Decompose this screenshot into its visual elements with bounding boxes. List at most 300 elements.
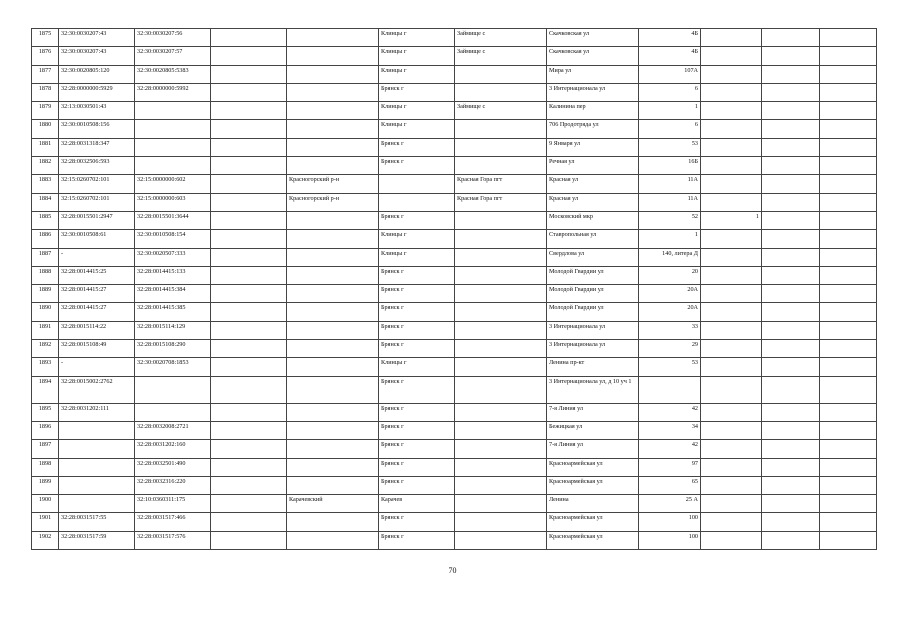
table-row [32, 266, 877, 284]
cell-extra-3 [820, 403, 877, 421]
cell-district [287, 120, 379, 138]
table-row [32, 476, 877, 494]
cell-settlement [455, 531, 547, 549]
cell-cadastral-parcel: 32:13:0030501:43 [59, 102, 135, 120]
cell-city: Клинцы г [379, 102, 455, 120]
cell-city: Клинцы г [379, 65, 455, 83]
cell-cadastral-object: 32:28:0015501:3644 [135, 211, 211, 229]
cell-extra-3 [820, 266, 877, 284]
cell-district [287, 83, 379, 101]
cell-extra-2 [762, 458, 820, 476]
cell-extra-1 [701, 531, 762, 549]
cell-street: Мира ул [547, 65, 639, 83]
cell-district [287, 531, 379, 549]
cell-blank [211, 47, 287, 65]
cell-extra-3 [820, 495, 877, 513]
cell-extra-3 [820, 248, 877, 266]
cell-extra-3 [820, 211, 877, 229]
cell-house: 6 [639, 83, 701, 101]
cell-settlement [455, 513, 547, 531]
registry-table [31, 28, 877, 550]
cell-house: 25 А [639, 495, 701, 513]
cell-settlement: Займище с [455, 29, 547, 47]
cell-district: Красногорский р-н [287, 193, 379, 211]
cell-extra-1 [701, 403, 762, 421]
cell-cadastral-object: 32:28:0031202:160 [135, 440, 211, 458]
cell-number: 1886 [32, 230, 59, 248]
cell-extra-1 [701, 495, 762, 513]
cell-extra-1 [701, 47, 762, 65]
cell-city: Клинцы г [379, 29, 455, 47]
cell-city: Брянск г [379, 321, 455, 339]
cell-street: Молодой Гвардии ул [547, 266, 639, 284]
cell-city [379, 175, 455, 193]
cell-extra-1 [701, 421, 762, 439]
cell-blank [211, 83, 287, 101]
cell-district [287, 157, 379, 175]
cell-street: 706 Продотряда ул [547, 120, 639, 138]
table-row [32, 321, 877, 339]
cell-blank [211, 175, 287, 193]
cell-blank [211, 376, 287, 403]
cell-number: 1884 [32, 193, 59, 211]
cell-city: Брянск г [379, 340, 455, 358]
table-row [32, 513, 877, 531]
cell-number: 1882 [32, 157, 59, 175]
cell-district [287, 476, 379, 494]
cell-cadastral-parcel: 32:28:0015501:2947 [59, 211, 135, 229]
cell-extra-2 [762, 120, 820, 138]
cell-city: Брянск г [379, 531, 455, 549]
cell-settlement [455, 83, 547, 101]
table-row [32, 303, 877, 321]
cell-house [639, 376, 701, 403]
cell-settlement [455, 376, 547, 403]
cell-cadastral-parcel: - [59, 248, 135, 266]
cell-street: Скачковская ул [547, 47, 639, 65]
cell-district [287, 440, 379, 458]
cell-settlement [455, 285, 547, 303]
cell-cadastral-parcel: 32:28:0031202:111 [59, 403, 135, 421]
cell-extra-3 [820, 120, 877, 138]
cell-settlement: Займище с [455, 102, 547, 120]
cell-district [287, 102, 379, 120]
cell-extra-3 [820, 230, 877, 248]
cell-street: 3 Интернационала ул [547, 321, 639, 339]
cell-extra-2 [762, 376, 820, 403]
cell-cadastral-object: 32:30:0010508:154 [135, 230, 211, 248]
cell-city: Брянск г [379, 83, 455, 101]
cell-number: 1880 [32, 120, 59, 138]
cell-extra-2 [762, 513, 820, 531]
table-row [32, 157, 877, 175]
cell-extra-1 [701, 248, 762, 266]
cell-city: Брянск г [379, 285, 455, 303]
cell-district [287, 138, 379, 156]
cell-extra-3 [820, 513, 877, 531]
cell-cadastral-object: 32:28:0014415:384 [135, 285, 211, 303]
cell-number: 1898 [32, 458, 59, 476]
cell-street: Калинина пер [547, 102, 639, 120]
cell-settlement [455, 321, 547, 339]
table-row [32, 340, 877, 358]
cell-cadastral-object: 32:28:0015114:129 [135, 321, 211, 339]
cell-settlement [455, 421, 547, 439]
cell-city: Брянск г [379, 421, 455, 439]
cell-extra-3 [820, 29, 877, 47]
cell-number: 1883 [32, 175, 59, 193]
cell-settlement [455, 303, 547, 321]
cell-street: 3 Интернационала ул, д 10 уч 1 [547, 376, 639, 403]
cell-settlement [455, 138, 547, 156]
cell-street: 7-я Линия ул [547, 403, 639, 421]
cell-district [287, 358, 379, 376]
cell-extra-1 [701, 303, 762, 321]
cell-cadastral-parcel: 32:15:0260702:101 [59, 175, 135, 193]
cell-city: Карачев [379, 495, 455, 513]
cell-city: Брянск г [379, 211, 455, 229]
cell-house: 107А [639, 65, 701, 83]
cell-cadastral-parcel: 32:30:0010508:156 [59, 120, 135, 138]
cell-street: Свердлова ул [547, 248, 639, 266]
cell-city: Брянск г [379, 303, 455, 321]
cell-cadastral-object [135, 403, 211, 421]
cell-cadastral-object: 32:28:0032008:2721 [135, 421, 211, 439]
cell-cadastral-object [135, 376, 211, 403]
cell-blank [211, 403, 287, 421]
cell-street: Красная ул [547, 193, 639, 211]
cell-number: 1902 [32, 531, 59, 549]
cell-cadastral-object: 32:15:0000000:603 [135, 193, 211, 211]
cell-extra-2 [762, 285, 820, 303]
cell-blank [211, 65, 287, 83]
cell-settlement [455, 230, 547, 248]
cell-cadastral-parcel: 32:15:0260702:101 [59, 193, 135, 211]
cell-settlement [455, 403, 547, 421]
cell-extra-3 [820, 193, 877, 211]
cell-settlement [455, 248, 547, 266]
cell-settlement: Красная Гора пгт [455, 175, 547, 193]
cell-district: Красногорский р-н [287, 175, 379, 193]
cell-street: Красноармейская ул [547, 513, 639, 531]
cell-district [287, 376, 379, 403]
cell-extra-2 [762, 531, 820, 549]
cell-extra-2 [762, 138, 820, 156]
cell-blank [211, 440, 287, 458]
cell-house: 29 [639, 340, 701, 358]
cell-cadastral-parcel [59, 476, 135, 494]
cell-number: 1881 [32, 138, 59, 156]
cell-extra-3 [820, 458, 877, 476]
cell-blank [211, 340, 287, 358]
cell-city: Брянск г [379, 403, 455, 421]
cell-street: 7-я Линия ул [547, 440, 639, 458]
cell-settlement: Займище с [455, 47, 547, 65]
cell-extra-2 [762, 47, 820, 65]
cell-settlement [455, 440, 547, 458]
cell-extra-1 [701, 458, 762, 476]
cell-street: Красноармейская ул [547, 476, 639, 494]
cell-settlement [455, 340, 547, 358]
cell-extra-1 [701, 321, 762, 339]
table-row [32, 138, 877, 156]
cell-extra-3 [820, 285, 877, 303]
cell-house: 42 [639, 440, 701, 458]
table-row [32, 285, 877, 303]
cell-district [287, 266, 379, 284]
cell-cadastral-parcel: 32:28:0014415:27 [59, 303, 135, 321]
cell-house: 33 [639, 321, 701, 339]
cell-city: Клинцы г [379, 120, 455, 138]
table-row [32, 175, 877, 193]
cell-settlement [455, 266, 547, 284]
cell-cadastral-object: 32:30:0020708:1853 [135, 358, 211, 376]
cell-cadastral-object: 32:28:0031517:576 [135, 531, 211, 549]
cell-cadastral-object: 32:30:0020805:5383 [135, 65, 211, 83]
table-row [32, 376, 877, 403]
cell-extra-3 [820, 476, 877, 494]
cell-extra-1 [701, 440, 762, 458]
cell-house: 20 [639, 266, 701, 284]
cell-street: Бежицкая ул [547, 421, 639, 439]
cell-cadastral-object: 32:28:0031517:466 [135, 513, 211, 531]
table-row [32, 120, 877, 138]
cell-street: Московский мкр [547, 211, 639, 229]
cell-blank [211, 476, 287, 494]
cell-settlement [455, 120, 547, 138]
cell-house: 1 [639, 230, 701, 248]
cell-street: Красная ул [547, 175, 639, 193]
cell-extra-3 [820, 83, 877, 101]
cell-extra-1 [701, 340, 762, 358]
cell-extra-2 [762, 403, 820, 421]
cell-number: 1889 [32, 285, 59, 303]
cell-extra-3 [820, 531, 877, 549]
cell-district [287, 248, 379, 266]
cell-cadastral-object: 32:28:0015108:290 [135, 340, 211, 358]
cell-city [379, 193, 455, 211]
cell-extra-3 [820, 358, 877, 376]
cell-cadastral-object [135, 157, 211, 175]
cell-extra-2 [762, 495, 820, 513]
cell-blank [211, 266, 287, 284]
cell-city: Брянск г [379, 138, 455, 156]
cell-city: Клинцы г [379, 248, 455, 266]
cell-house: 53 [639, 138, 701, 156]
cell-street: Ленина пр-кт [547, 358, 639, 376]
cell-extra-2 [762, 358, 820, 376]
cell-extra-1 [701, 120, 762, 138]
table-row [32, 421, 877, 439]
cell-cadastral-parcel [59, 458, 135, 476]
cell-blank [211, 303, 287, 321]
cell-cadastral-parcel: 32:28:0032506:593 [59, 157, 135, 175]
table-row [32, 211, 877, 229]
cell-cadastral-object: 32:28:0000000:5992 [135, 83, 211, 101]
cell-city: Клинцы г [379, 230, 455, 248]
cell-street: Речная ул [547, 157, 639, 175]
cell-number: 1875 [32, 29, 59, 47]
cell-blank [211, 193, 287, 211]
cell-blank [211, 321, 287, 339]
cell-district [287, 285, 379, 303]
cell-district [287, 513, 379, 531]
cell-cadastral-parcel: 32:28:0015114:22 [59, 321, 135, 339]
cell-cadastral-parcel: 32:28:0000000:5929 [59, 83, 135, 101]
cell-extra-1 [701, 175, 762, 193]
cell-city: Брянск г [379, 376, 455, 403]
cell-cadastral-parcel: 32:30:0030207:43 [59, 47, 135, 65]
cell-district [287, 421, 379, 439]
cell-street: Красноармейская ул [547, 531, 639, 549]
cell-house: 4Б [639, 29, 701, 47]
cell-house: 52 [639, 211, 701, 229]
cell-street: Ленина [547, 495, 639, 513]
cell-settlement [455, 358, 547, 376]
cell-house: 100 [639, 513, 701, 531]
cell-extra-2 [762, 83, 820, 101]
cell-blank [211, 285, 287, 303]
document-sheet [31, 28, 876, 550]
table-body [32, 29, 877, 550]
cell-settlement: Красная Гора пгт [455, 193, 547, 211]
cell-cadastral-object [135, 102, 211, 120]
cell-house: 140, литера Д [639, 248, 701, 266]
cell-number: 1897 [32, 440, 59, 458]
cell-extra-2 [762, 321, 820, 339]
cell-blank [211, 120, 287, 138]
cell-city: Брянск г [379, 458, 455, 476]
cell-district: Карачевский [287, 495, 379, 513]
cell-street: 9 Января ул [547, 138, 639, 156]
cell-blank [211, 29, 287, 47]
table-row [32, 458, 877, 476]
cell-blank [211, 102, 287, 120]
cell-street: Скачковская ул [547, 29, 639, 47]
cell-extra-3 [820, 138, 877, 156]
cell-extra-2 [762, 440, 820, 458]
cell-extra-1 [701, 476, 762, 494]
cell-extra-3 [820, 303, 877, 321]
cell-cadastral-parcel [59, 495, 135, 513]
cell-house: 42 [639, 403, 701, 421]
table-row [32, 29, 877, 47]
cell-number: 1885 [32, 211, 59, 229]
cell-city: Брянск г [379, 476, 455, 494]
cell-extra-3 [820, 340, 877, 358]
cell-cadastral-parcel: 32:30:0030207:43 [59, 29, 135, 47]
cell-cadastral-object: 32:10:0360311:175 [135, 495, 211, 513]
cell-settlement [455, 476, 547, 494]
cell-cadastral-object: 32:28:0032501:490 [135, 458, 211, 476]
cell-number: 1900 [32, 495, 59, 513]
cell-cadastral-object: 32:28:0014415:385 [135, 303, 211, 321]
cell-house: 97 [639, 458, 701, 476]
cell-city: Брянск г [379, 440, 455, 458]
cell-city: Клинцы г [379, 47, 455, 65]
cell-extra-1 [701, 29, 762, 47]
cell-number: 1901 [32, 513, 59, 531]
cell-extra-2 [762, 303, 820, 321]
cell-blank [211, 531, 287, 549]
table-row [32, 47, 877, 65]
cell-district [287, 47, 379, 65]
cell-extra-2 [762, 340, 820, 358]
cell-cadastral-object: 32:30:0030207:57 [135, 47, 211, 65]
cell-extra-3 [820, 102, 877, 120]
table-row [32, 102, 877, 120]
cell-extra-2 [762, 193, 820, 211]
cell-extra-1 [701, 102, 762, 120]
cell-extra-3 [820, 47, 877, 65]
cell-extra-1 [701, 83, 762, 101]
cell-blank [211, 513, 287, 531]
cell-extra-1: 1 [701, 211, 762, 229]
cell-blank [211, 421, 287, 439]
table-row [32, 495, 877, 513]
cell-number: 1878 [32, 83, 59, 101]
cell-house: 6 [639, 120, 701, 138]
cell-district [287, 458, 379, 476]
cell-blank [211, 495, 287, 513]
cell-extra-1 [701, 358, 762, 376]
cell-house: 11А [639, 175, 701, 193]
cell-cadastral-parcel: 32:28:0014415:25 [59, 266, 135, 284]
cell-extra-2 [762, 157, 820, 175]
cell-number: 1888 [32, 266, 59, 284]
cell-cadastral-parcel [59, 440, 135, 458]
cell-extra-2 [762, 421, 820, 439]
cell-blank [211, 458, 287, 476]
cell-cadastral-parcel: 32:28:0031517:59 [59, 531, 135, 549]
cell-cadastral-parcel: 32:28:0014415:27 [59, 285, 135, 303]
table-row [32, 440, 877, 458]
cell-extra-2 [762, 230, 820, 248]
cell-extra-2 [762, 248, 820, 266]
cell-street: 3 Интернационала ул [547, 83, 639, 101]
cell-cadastral-parcel: 32:30:0010508:61 [59, 230, 135, 248]
cell-district [287, 230, 379, 248]
cell-district [287, 403, 379, 421]
cell-number: 1894 [32, 376, 59, 403]
cell-blank [211, 157, 287, 175]
cell-number: 1877 [32, 65, 59, 83]
cell-extra-1 [701, 193, 762, 211]
cell-extra-2 [762, 175, 820, 193]
cell-number: 1879 [32, 102, 59, 120]
cell-district [287, 303, 379, 321]
cell-number: 1887 [32, 248, 59, 266]
cell-extra-3 [820, 376, 877, 403]
cell-district [287, 65, 379, 83]
cell-number: 1895 [32, 403, 59, 421]
cell-blank [211, 138, 287, 156]
cell-district [287, 211, 379, 229]
cell-extra-1 [701, 513, 762, 531]
cell-house: 16Б [639, 157, 701, 175]
cell-extra-1 [701, 230, 762, 248]
cell-extra-1 [701, 157, 762, 175]
cell-settlement [455, 495, 547, 513]
cell-street: Молодой Гвардии ул [547, 303, 639, 321]
cell-extra-1 [701, 376, 762, 403]
cell-cadastral-parcel: 32:28:0031517:55 [59, 513, 135, 531]
cell-extra-3 [820, 321, 877, 339]
cell-cadastral-object: 32:30:0030207:56 [135, 29, 211, 47]
cell-house: 20А [639, 303, 701, 321]
cell-extra-2 [762, 211, 820, 229]
table-row [32, 531, 877, 549]
